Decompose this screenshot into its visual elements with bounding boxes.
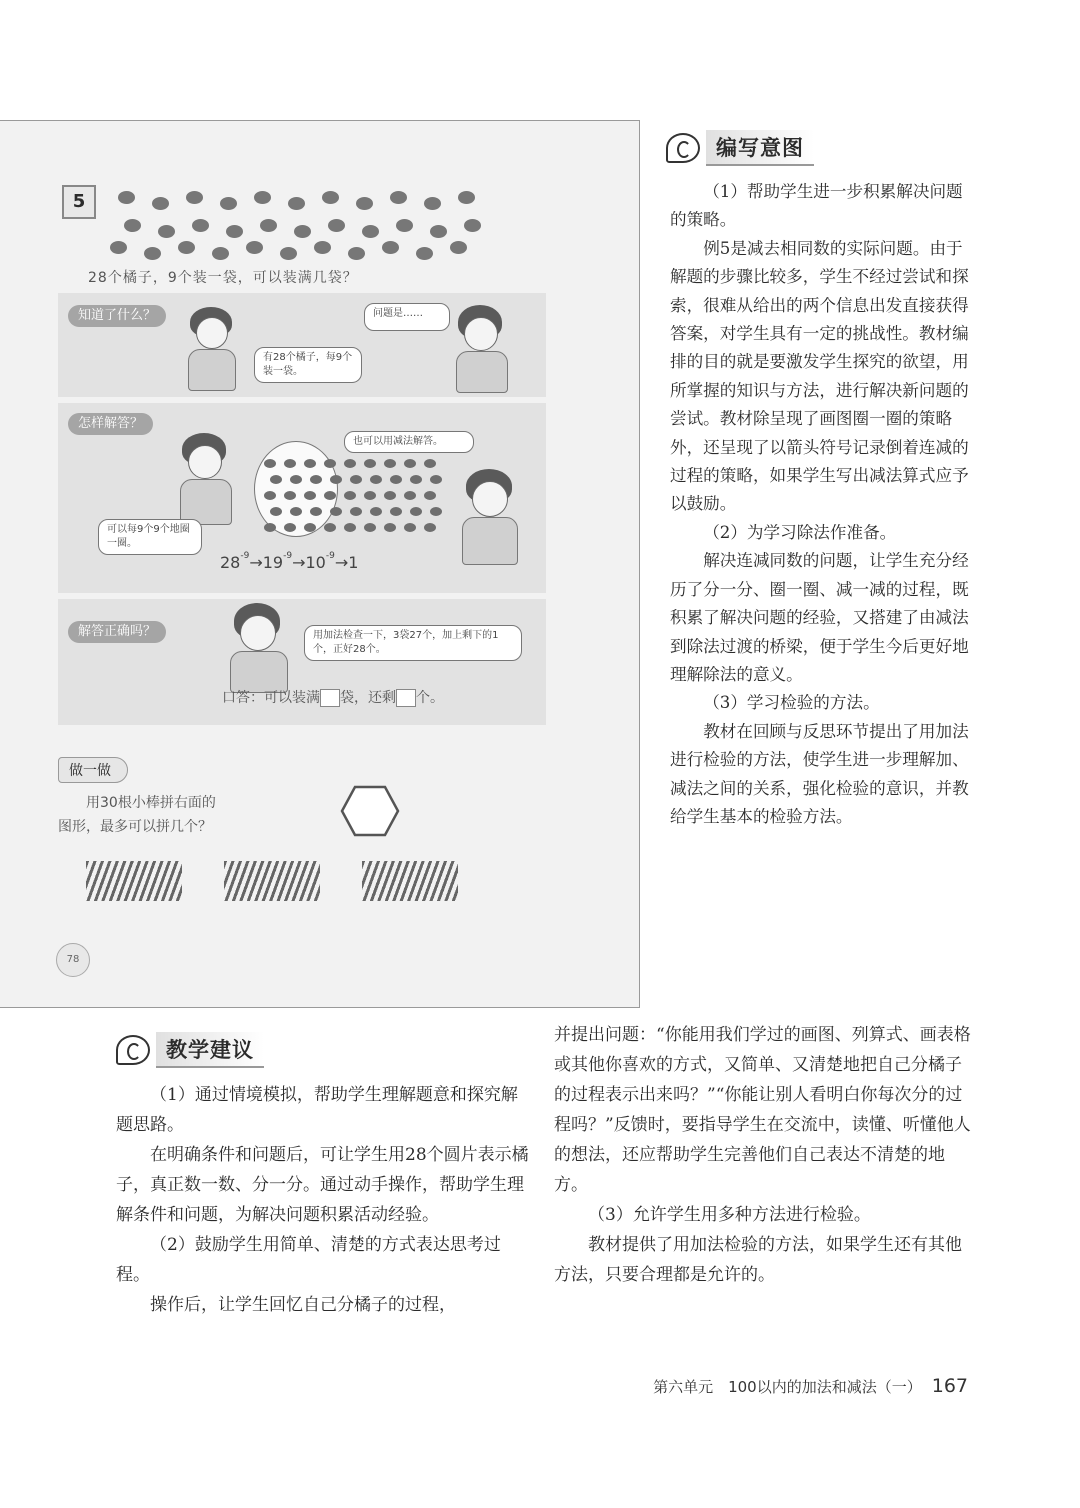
paragraph: （1）帮助学生进一步积累解决问题的策略。 bbox=[670, 182, 963, 230]
orange-icon bbox=[284, 459, 296, 468]
orange-icon bbox=[424, 197, 441, 210]
orange-icon bbox=[280, 247, 297, 260]
orange-icon bbox=[328, 219, 345, 232]
intent-heading bbox=[666, 130, 814, 166]
orange-icon bbox=[284, 491, 296, 500]
orange-icon bbox=[430, 225, 447, 238]
orange-icon bbox=[410, 507, 422, 516]
orange-icon bbox=[212, 247, 229, 260]
orange-icon bbox=[294, 225, 311, 238]
orange-icon bbox=[314, 241, 331, 254]
tag-check-answer: 解答正确吗？ bbox=[68, 621, 166, 643]
orange-icon bbox=[220, 197, 237, 210]
boy-body bbox=[188, 349, 236, 391]
orange-icon bbox=[246, 241, 263, 254]
orange-icon bbox=[288, 197, 305, 210]
orange-icon bbox=[390, 507, 402, 516]
orange-icon bbox=[226, 225, 243, 238]
paragraph: 解决连减同数的问题，让学生充分经历了分一分、圈一圈、减一减的过程，既积累了解决问题的经验，又搭建了由减法到除法过渡的桥梁，便于学生今后更好地理解除法的意义。 bbox=[670, 551, 969, 684]
orange-icon bbox=[324, 459, 336, 468]
tag-what-known: 知道了什么？ bbox=[68, 305, 166, 327]
girl-body bbox=[462, 517, 518, 565]
orange-icon bbox=[264, 491, 276, 500]
orange-icon bbox=[384, 491, 396, 500]
page-number: 167 bbox=[931, 1375, 968, 1397]
paragraph: 教材提供了用加法检验的方法，如果学生还有其他方法，只要合理都是允许的。 bbox=[554, 1235, 962, 1285]
orange-icon bbox=[370, 507, 382, 516]
subtraction-chain: $28^{-9}\to 19^{-9}\to 10^{-9}\to 1$ bbox=[220, 551, 359, 572]
orange-icon bbox=[364, 491, 376, 500]
girl-face bbox=[464, 317, 498, 351]
intent-title: 编写意图 bbox=[706, 130, 814, 166]
orange-icon bbox=[310, 475, 322, 484]
orange-icon bbox=[330, 475, 342, 484]
scene-check-answer bbox=[58, 599, 546, 725]
orange-icon bbox=[364, 523, 376, 532]
orange-icon bbox=[254, 191, 271, 204]
stick-bundle bbox=[224, 861, 320, 901]
problem-text: 28个橘子，9个装一袋，可以装满几袋？ bbox=[88, 270, 358, 286]
paragraph: 在明确条件和问题后，可让学生用28个圆片表示橘子，真正数一数、分一分。通过动手操作，帮助学生理解条件和问题，为解决问题积累活动经验。 bbox=[116, 1145, 529, 1225]
scene-how-solve bbox=[58, 403, 546, 593]
orange-icon bbox=[364, 459, 376, 468]
bubble-subtraction-method: 也可以用减法解答。 bbox=[344, 431, 474, 453]
orange-icon bbox=[356, 197, 373, 210]
orange-icon bbox=[464, 219, 481, 232]
orange-icon bbox=[404, 491, 416, 500]
orange-icon bbox=[310, 507, 322, 516]
orange-icon bbox=[424, 523, 436, 532]
stick-bundle bbox=[86, 861, 182, 901]
orange-icon bbox=[270, 507, 282, 516]
paragraph: （2）为学习除法作准备。 bbox=[703, 522, 897, 542]
paragraph: （2）鼓励学生用简单、清楚的方式表达思考过程。 bbox=[116, 1235, 501, 1285]
orange-icon bbox=[390, 475, 402, 484]
orange-icon bbox=[344, 491, 356, 500]
orange-icon bbox=[390, 191, 407, 204]
orange-icon bbox=[304, 491, 316, 500]
orange-icon bbox=[284, 523, 296, 532]
oral-answer: 口答：可以装满 袋，还剩 个。 bbox=[222, 690, 444, 706]
exercise-tag: 做一做 bbox=[58, 757, 128, 783]
orange-icon bbox=[416, 247, 433, 260]
exercise-text: 用30根小棒拼右面的 图形，最多可以拼几个？ bbox=[58, 795, 216, 835]
orange-icon bbox=[324, 523, 336, 532]
hexagon-shape bbox=[340, 785, 400, 837]
boy-face bbox=[196, 317, 228, 349]
orange-icon bbox=[396, 219, 413, 232]
orange-icon bbox=[260, 219, 277, 232]
book-icon bbox=[116, 1035, 150, 1065]
page-footer bbox=[653, 1375, 968, 1397]
paragraph: 教材在回顾与反思环节提出了用加法进行检验的方法，使学生进一步理解加、减法之间的关系，强化检验的意识，并教给学生基本的检验方法。 bbox=[670, 721, 969, 826]
example-number-badge: 5 bbox=[62, 185, 96, 219]
paragraph: （1）通过情境模拟，帮助学生理解题意和探究解题思路。 bbox=[116, 1085, 518, 1135]
bubble-addition-check: 用加法检查一下，3袋27个，加上剩下的1个，正好28个。 bbox=[304, 625, 522, 661]
girl-body bbox=[456, 351, 508, 393]
paragraph: 操作后，让学生回忆自己分橘子的过程， bbox=[150, 1295, 456, 1315]
paragraph: 例5是减去相同数的实际问题。由于解题的步骤比较多，学生不经过尝试和探索，很难从给出的两个信息出发直接获得答案，对学生具有一定的挑战性。教材编排的目的就是要激发学生探究的欲望，用所掌握的知识与方法，进行解决新问题的尝试。教材除呈现了画图圈一圈的策略外，还呈现了以箭头符号记录倒着连减的过程的策略，如果学生写出减法算式应予以鼓励。 bbox=[670, 238, 969, 514]
orange-icon bbox=[382, 241, 399, 254]
orange-icon bbox=[350, 475, 362, 484]
orange-icon bbox=[264, 523, 276, 532]
girl-face bbox=[240, 615, 276, 651]
paragraph: （3）学习检验的方法。 bbox=[703, 693, 880, 713]
orange-icon bbox=[424, 459, 436, 468]
book-icon bbox=[666, 133, 700, 163]
orange-icon bbox=[344, 523, 356, 532]
orange-icon bbox=[192, 219, 209, 232]
bubble-circle-groups: 可以每9个9个地圈一圈。 bbox=[98, 519, 202, 555]
bubble-question: 问题是…… bbox=[364, 303, 450, 331]
orange-icon bbox=[118, 191, 135, 204]
orange-icon bbox=[152, 197, 169, 210]
paragraph: 并提出问题：“你能用我们学过的画图、列算式、画表格或其他你喜欢的方式，又简单、又清楚地把自己分橘子的过程表示出来吗？”“你能让别人看明白你每次分的过程吗？”反馈时，要指导学生在交流中，读懂、听懂他人的想法，还应帮助学生完善他们自己表达不清楚的地方。 bbox=[554, 1025, 971, 1195]
tag-how-solve: 怎样解答？ bbox=[68, 413, 153, 435]
orange-icon bbox=[186, 191, 203, 204]
paragraph: （3）允许学生用多种方法进行检验。 bbox=[588, 1205, 871, 1225]
orange-icon bbox=[324, 491, 336, 500]
orange-icon bbox=[124, 219, 141, 232]
orange-icon bbox=[322, 191, 339, 204]
textbook-page-scan bbox=[0, 120, 640, 1008]
suggestion-title: 教学建议 bbox=[156, 1032, 264, 1068]
stick-bundle bbox=[362, 861, 458, 901]
intent-text bbox=[670, 178, 972, 831]
orange-icon bbox=[404, 523, 416, 532]
orange-icon bbox=[264, 459, 276, 468]
orange-icon bbox=[158, 225, 175, 238]
orange-icon bbox=[290, 475, 302, 484]
girl-face bbox=[472, 481, 508, 517]
suggestion-column-left bbox=[116, 1080, 534, 1320]
orange-icon bbox=[458, 191, 475, 204]
orange-icon bbox=[178, 241, 195, 254]
orange-icon bbox=[370, 475, 382, 484]
orange-icon bbox=[404, 459, 416, 468]
orange-icon bbox=[384, 523, 396, 532]
orange-icon bbox=[348, 247, 365, 260]
orange-icon bbox=[144, 247, 161, 260]
scene-known-info bbox=[58, 293, 546, 397]
orange-icon bbox=[330, 507, 342, 516]
orange-icon bbox=[304, 459, 316, 468]
orange-icon bbox=[450, 241, 467, 254]
orange-icon bbox=[344, 459, 356, 468]
suggestion-heading bbox=[116, 1032, 264, 1068]
orange-icon bbox=[362, 225, 379, 238]
orange-icon bbox=[350, 507, 362, 516]
orange-icon bbox=[384, 459, 396, 468]
orange-icon bbox=[424, 491, 436, 500]
boy-face bbox=[188, 445, 222, 479]
unit-title: 第六单元 100以内的加法和减法（一） bbox=[653, 1378, 922, 1396]
textbook-page-number: 78 bbox=[56, 943, 90, 977]
orange-icon bbox=[430, 507, 442, 516]
orange-icon bbox=[110, 241, 127, 254]
orange-icon bbox=[304, 523, 316, 532]
bubble-known-info: 有28个橘子，每9个装一袋。 bbox=[254, 347, 362, 383]
orange-icon bbox=[290, 507, 302, 516]
orange-icon bbox=[430, 475, 442, 484]
orange-icon bbox=[410, 475, 422, 484]
suggestion-column-right bbox=[554, 1020, 972, 1290]
orange-icon bbox=[270, 475, 282, 484]
